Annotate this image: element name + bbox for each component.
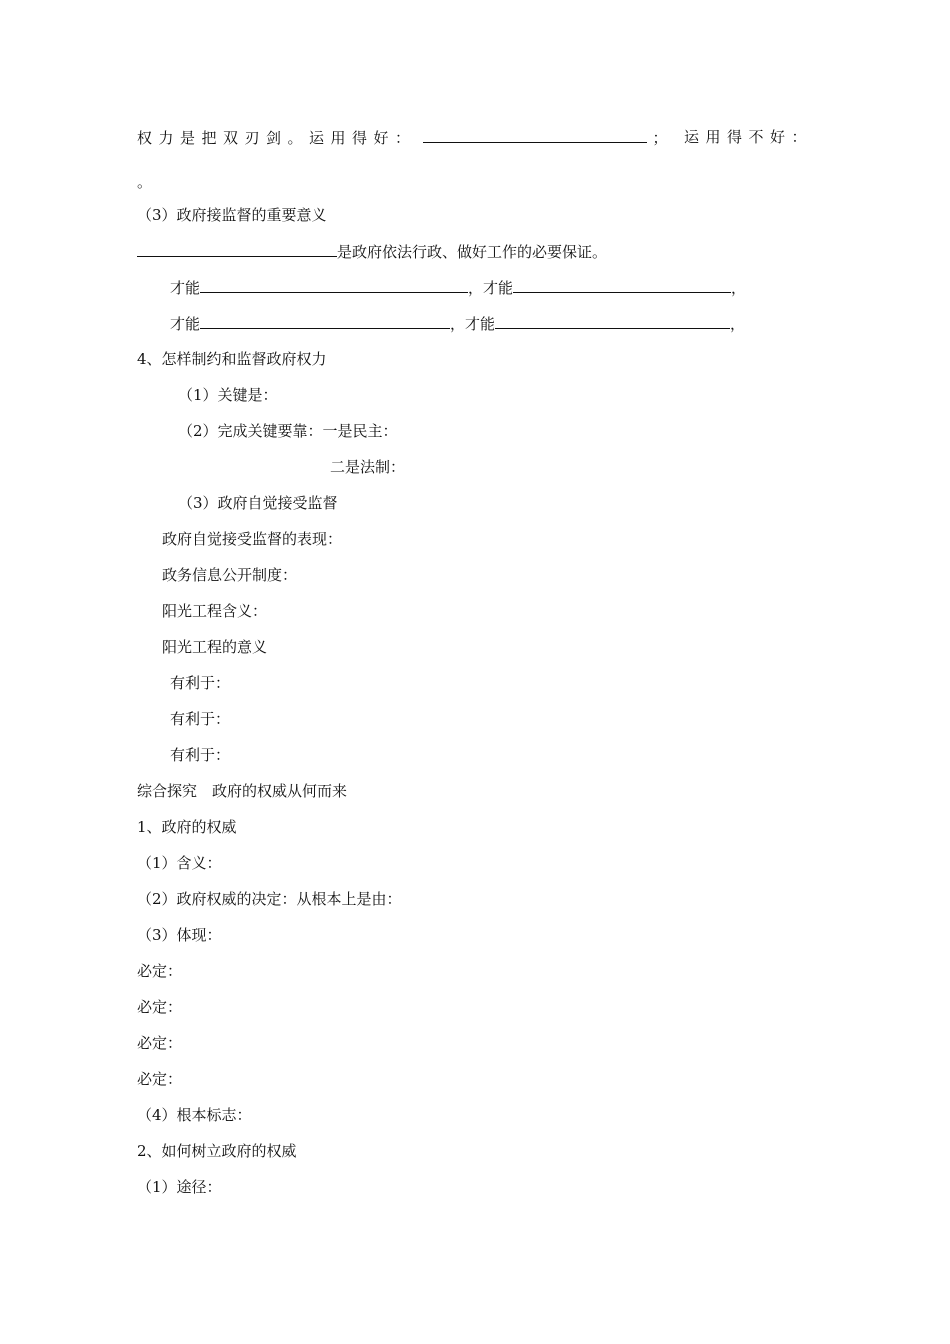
authority-decided-by: （2）政府权威的决定：从根本上是由： (137, 890, 402, 908)
semicolon: ； (652, 129, 668, 147)
section-4-title: 4、怎样制约和监督政府权力 (137, 350, 327, 368)
misuse-text: 运用得不好： (684, 128, 814, 146)
inquiry-title: 综合探究 政府的权威从何而来 (137, 782, 348, 800)
fill-blank[interactable] (137, 241, 337, 257)
fill-blank[interactable] (513, 277, 731, 293)
must-item: 必定： (137, 998, 183, 1016)
power-sword-line (137, 127, 668, 148)
fill-blank[interactable] (200, 277, 468, 293)
authority-embodiment: （3）体现： (137, 926, 222, 944)
must-item: 必定： (137, 1034, 183, 1052)
authority-way: （1）途径： (137, 1178, 222, 1196)
comma: ， (730, 315, 746, 333)
must-item: 必定： (137, 962, 183, 980)
ability-label: 才能 (483, 279, 514, 297)
must-item: 必定： (137, 1070, 183, 1088)
period: 。 (137, 173, 153, 191)
supervision-manifestation: 政府自觉接受监督的表现： (162, 530, 343, 548)
ability-line-1 (170, 277, 746, 298)
fill-blank[interactable] (495, 313, 730, 329)
authority-meaning: （1）含义： (137, 854, 222, 872)
ability-label: 才能 (170, 315, 201, 333)
benefit-item: 有利于： (170, 674, 231, 692)
comma: ， (468, 279, 484, 297)
authority-section-1: 1、政府的权威 (137, 818, 237, 836)
fundamental-mark: （4）根本标志： (137, 1106, 252, 1124)
rule-of-law: 二是法制： (330, 458, 406, 476)
fill-blank[interactable] (423, 127, 647, 143)
sunshine-project-definition: 阳光工程含义： (162, 602, 268, 620)
realize-key: （2）完成关键要靠：一是民主： (178, 422, 398, 440)
info-disclosure: 政务信息公开制度： (162, 566, 298, 584)
key-point: （1）关键是： (178, 386, 278, 404)
ability-label: 才能 (465, 315, 496, 333)
guarantee-line (137, 241, 607, 262)
authority-section-2: 2、如何树立政府的权威 (137, 1142, 297, 1160)
guarantee-text: 是政府依法行政、做好工作的必要保证。 (337, 243, 608, 261)
supervision-significance-heading: （3）政府接监督的重要意义 (137, 206, 327, 224)
benefit-item: 有利于： (170, 710, 231, 728)
sunshine-project-significance: 阳光工程的意义 (162, 638, 268, 656)
power-sword-text: 权力是把双刃剑。运用得好： (137, 129, 417, 147)
comma: ， (450, 315, 466, 333)
benefit-item: 有利于： (170, 746, 231, 764)
ability-line-2 (170, 313, 745, 334)
accept-supervision: （3）政府自觉接受监督 (178, 494, 338, 512)
fill-blank[interactable] (200, 313, 450, 329)
comma: ， (731, 279, 747, 297)
ability-label: 才能 (170, 279, 201, 297)
